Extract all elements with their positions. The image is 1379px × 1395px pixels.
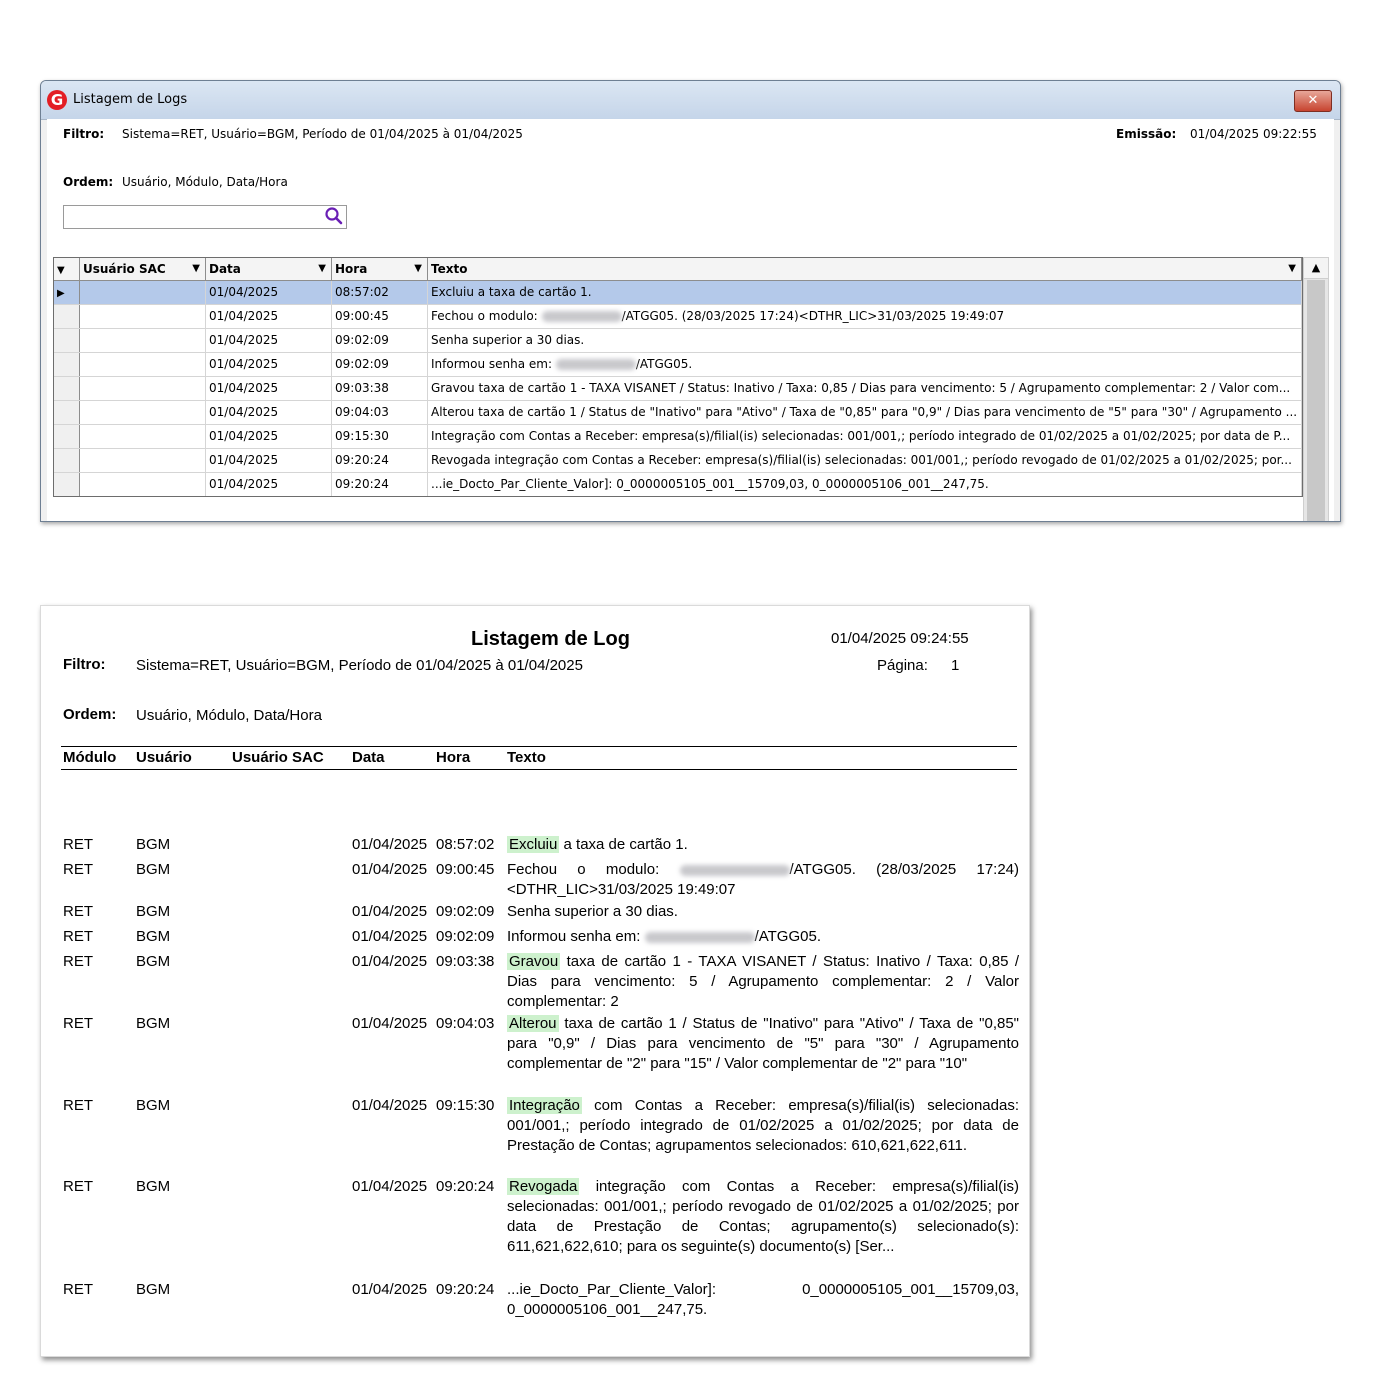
dropdown-arrow-icon: ▼ (57, 265, 65, 276)
cell-texto[interactable]: Fechou o modulo: /ATGG05. (28/03/2025 17:24)<DTHR_LIC>31/03/2025 19:49:07 (428, 305, 1302, 328)
col-header-texto: Texto (507, 749, 546, 766)
cell-data[interactable]: 01/04/2025 (206, 353, 332, 376)
cell-hora[interactable]: 09:02:09 (332, 329, 428, 352)
cell-data[interactable]: 01/04/2025 (206, 305, 332, 328)
filter-icon[interactable]: ▼ (318, 263, 326, 274)
filter-icon[interactable]: ▼ (414, 263, 422, 274)
report-filtro-label: Filtro: (63, 656, 106, 673)
report-filtro-value: Sistema=RET, Usuário=BGM, Período de 01/04/2025 à 01/04/2025 (136, 657, 583, 674)
report-ordem-label: Ordem: (63, 706, 117, 723)
window-title: Listagem de Logs (73, 92, 188, 107)
table-row[interactable] (54, 377, 1302, 401)
cell-data[interactable]: 01/04/2025 (206, 425, 332, 448)
app-logo-icon: G (47, 90, 67, 110)
cell-hora[interactable]: 09:15:30 (332, 425, 428, 448)
cell-data[interactable]: 01/04/2025 (206, 449, 332, 472)
table-row[interactable] (54, 425, 1302, 449)
close-button[interactable]: ✕ (1294, 90, 1332, 112)
grid-header (54, 258, 1302, 281)
cell-hora[interactable]: 09:02:09 (332, 353, 428, 376)
col-header-modulo: Módulo (63, 749, 117, 766)
cell-hora[interactable]: 09:20:24 (332, 449, 428, 472)
action-highlight: Integração (509, 1097, 580, 1114)
log-grid[interactable] (53, 257, 1303, 497)
cell-texto[interactable]: Informou senha em: /ATGG05. (428, 353, 1302, 376)
row-indicator[interactable] (54, 281, 80, 304)
header-rule-top (61, 746, 1017, 747)
cell-data[interactable]: 01/04/2025 (206, 401, 332, 424)
row-indicator[interactable] (54, 449, 80, 472)
current-row-arrow-icon: ▶ (57, 288, 65, 299)
cell-texto[interactable]: Excluiu a taxa de cartão 1. (428, 281, 1302, 304)
redacted-name (556, 359, 636, 370)
cell-usuario-sac[interactable] (80, 449, 206, 472)
row-indicator[interactable] (54, 377, 80, 400)
scroll-up-icon[interactable]: ▲ (1304, 258, 1328, 279)
cell-hora[interactable]: 08:57:02 (332, 281, 428, 304)
report-datetime: 01/04/2025 09:24:55 (831, 630, 969, 647)
col-header-usuario: Usuário (136, 749, 192, 766)
search-input[interactable] (63, 205, 347, 229)
cell-data[interactable]: 01/04/2025 (206, 473, 332, 496)
action-highlight: Excluiu (509, 836, 558, 853)
page-number: 1 (951, 657, 960, 674)
filter-icon[interactable]: ▼ (192, 263, 200, 274)
filtro-label: Filtro: (63, 127, 105, 141)
row-selector-header[interactable] (54, 258, 80, 280)
ordem-label: Ordem: (63, 175, 114, 189)
table-row[interactable] (54, 449, 1302, 473)
cell-hora[interactable]: 09:20:24 (332, 473, 428, 496)
table-row[interactable] (54, 305, 1302, 329)
cell-hora[interactable]: 09:04:03 (332, 401, 428, 424)
cell-texto[interactable]: Senha superior a 30 dias. (428, 329, 1302, 352)
cell-texto[interactable]: Alterou taxa de cartão 1 / Status de "Inativo" para "Ativo" / Taxa de "0,85" para "0,9" / Dias para vencimento de "5" para "30" / Agrupamento ... (428, 401, 1302, 424)
search-icon[interactable] (323, 205, 345, 227)
cell-data[interactable]: 01/04/2025 (206, 281, 332, 304)
cell-data[interactable]: 01/04/2025 (206, 329, 332, 352)
cell-hora[interactable]: 09:00:45 (332, 305, 428, 328)
table-row[interactable] (54, 401, 1302, 425)
row-indicator[interactable] (54, 401, 80, 424)
cell-texto[interactable]: ...ie_Docto_Par_Cliente_Valor]: 0_0000005105_001__15709,03, 0_0000005106_001__247,75. (428, 473, 1302, 496)
action-highlight: Alterou (509, 1015, 557, 1032)
vertical-scrollbar[interactable] (1303, 257, 1329, 522)
row-indicator[interactable] (54, 425, 80, 448)
col-header-hora: Hora (436, 749, 471, 766)
col-header-data: Data (352, 749, 385, 766)
emissao-label: Emissão: (1116, 127, 1177, 141)
column-header-texto[interactable]: Texto ▼ (428, 258, 1302, 280)
table-row[interactable] (54, 473, 1302, 496)
column-header-hora[interactable]: Hora ▼ (332, 258, 428, 280)
row-indicator[interactable] (54, 353, 80, 376)
cell-hora[interactable]: 09:03:38 (332, 377, 428, 400)
cell-texto[interactable]: Integração com Contas a Receber: empresa(s)/filial(is) selecionadas: 001/001,; período integrado de 01/02/2025 a 01/02/2025; por data de P... (428, 425, 1302, 448)
redacted-name (542, 311, 622, 322)
cell-usuario-sac[interactable] (80, 425, 206, 448)
cell-usuario-sac[interactable] (80, 473, 206, 496)
cell-usuario-sac[interactable] (80, 329, 206, 352)
header-rule-bottom (61, 769, 1017, 770)
column-header-usuario-sac[interactable]: Usuário SAC ▼ (80, 258, 206, 280)
table-row[interactable] (54, 329, 1302, 353)
action-highlight: Gravou (509, 953, 559, 970)
row-indicator[interactable] (54, 329, 80, 352)
page-label: Página: (877, 657, 928, 674)
report-title: Listagem de Log (471, 628, 630, 650)
column-header-data[interactable]: Data ▼ (206, 258, 332, 280)
cell-texto[interactable]: Revogada integração com Contas a Receber: empresa(s)/filial(is) selecionadas: 001/001,; período revogado de 01/02/2025 a 01/02/2025; por... (428, 449, 1302, 472)
table-row[interactable] (54, 353, 1302, 377)
row-indicator[interactable] (54, 305, 80, 328)
cell-usuario-sac[interactable] (80, 377, 206, 400)
printed-report: Listagem de Log 01/04/2025 09:24:55 Página: 1 Filtro: Sistema=RET, Usuário=BGM, Período de 01/04/2025 à 01/04/2025 Ordem: Usuário, Módulo, Data/Hora Módulo Usuário Usuário SAC Data Hora Texto RET BGM 01/04/2025 08:57:02 Excluiu a taxa de cartão 1. RET BGM 01/04/2025 09:00:45 Fechou o modulo: /ATGG05. (28/03/2025 17:24)<DTHR_LIC>31/03/2025 19:49:07 RET BGM 01/04/2025 09:02:09 Senha superior a 30 dias. RET BGM 01/04/2025 09:02:09 Informou senha em: /ATGG05. RET BGM 01/04/2025 09:03:38 Gravou taxa de cartão 1 - TAXA VISANET / Status: Inativo / Taxa: 0,85 / Dias para vencimento: 5 / Agrupamento complementar: 2 / Valor complementar: 2 RET BGM 01/04/2025 09:04:03 Alterou taxa de cartão 1 / Status de "Inativo" para "Ativo" / Taxa de "0,85" para "0,9" / Dias para vencimento de "5" para "30" / Agrupamento complementar de "2" para "15" / Valor complementar de "2" para "10" RET BGM 01/04/2025 09:15:30 Integração com Contas a Receber: empresa(s)/filial(is) selecionadas: 001/001,; período integrado de 01/02/2025 a 01/02/2025; por data de Prestação de Contas; agrupamentos selecionados: 610,621,622,611. RET BGM 01/04/2025 09:20:24 Revogada integração com Contas a Receber: empresa(s)/filial(is) selecionadas: 001/001,; período revogado de 01/02/2025 a 01/02/2025; por data de Prestação de Contas; agrupamento(s) selecionado(s): 611,621,622,610; para os seguinte(s) documento(s) [Ser... RET BGM 01/04/2025 09:20:24 ...ie_Docto_Par_Cliente_Valor]: 0_0000005105_001__15709,03, 0_0000005106_001__247,75. (40, 605, 1030, 1357)
cell-texto[interactable]: Gravou taxa de cartão 1 - TAXA VISANET / Status: Inativo / Taxa: 0,85 / Dias para vencimento: 5 / Agrupamento complementar: 2 / Valor com... (428, 377, 1302, 400)
filter-icon[interactable]: ▼ (1288, 263, 1296, 274)
cell-data[interactable]: 01/04/2025 (206, 377, 332, 400)
emissao-value: 01/04/2025 09:22:55 (1190, 127, 1317, 141)
window-body (47, 119, 1334, 521)
log-list-window (40, 80, 1341, 522)
redacted-name (645, 932, 755, 943)
report-ordem-value: Usuário, Módulo, Data/Hora (136, 707, 322, 724)
scroll-thumb[interactable] (1307, 280, 1325, 522)
filtro-value: Sistema=RET, Usuário=BGM, Período de 01/04/2025 à 01/04/2025 (122, 127, 523, 141)
cell-usuario-sac[interactable] (80, 305, 206, 328)
redacted-name (680, 865, 790, 876)
col-header-usuario-sac: Usuário SAC (232, 749, 324, 766)
ordem-value: Usuário, Módulo, Data/Hora (122, 175, 288, 189)
action-highlight: Revogada (509, 1178, 578, 1195)
cell-usuario-sac[interactable] (80, 353, 206, 376)
cell-usuario-sac[interactable] (80, 281, 206, 304)
row-indicator[interactable] (54, 473, 80, 496)
table-row[interactable] (54, 281, 1302, 305)
title-bar[interactable] (41, 81, 1340, 120)
cell-usuario-sac[interactable] (80, 401, 206, 424)
